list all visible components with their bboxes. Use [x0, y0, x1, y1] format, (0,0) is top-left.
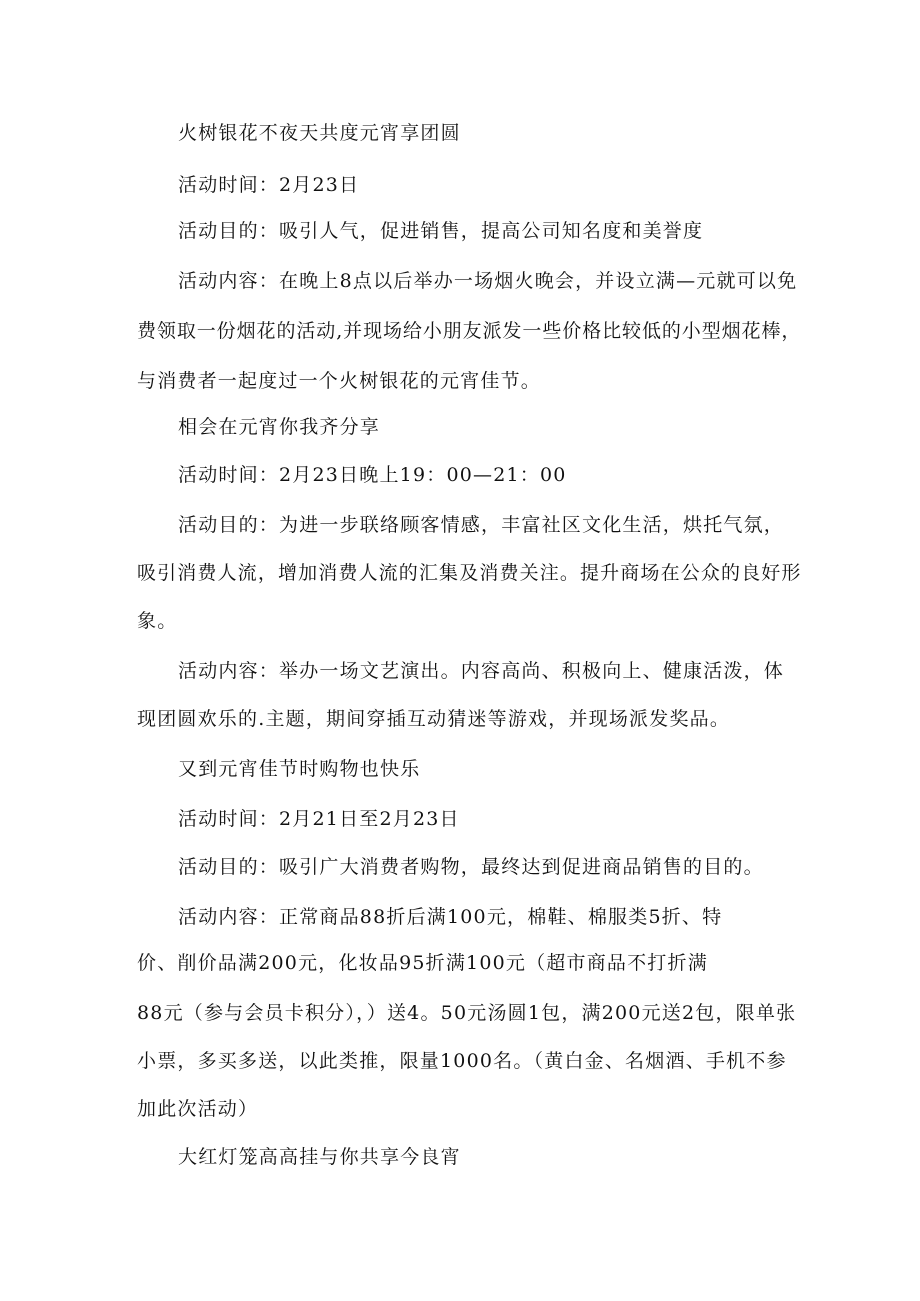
section-2-content-line: 活动内容：举办一场文艺演出。内容高尚、积极向上、健康活泼，体 — [178, 660, 785, 682]
section-3-title: 又到元宵佳节时购物也快乐 — [178, 758, 421, 780]
section-1-goal: 活动目的：吸引人气，促进销售，提高公司知名度和美誉度 — [178, 220, 704, 242]
section-3-content-line: 小票，多买多送，以此类推，限量1000名。（黄白金、名烟酒、手机不参 — [137, 1050, 787, 1072]
section-3-content-line: 88元（参与会员卡积分），）送4。50元汤圆1包，满200元送2包，限单张 — [137, 1002, 797, 1024]
section-1-content-line: 与消费者一起度过一个火树银花的元宵佳节。 — [137, 370, 542, 392]
section-3-content-line: 活动内容：正常商品88折后满100元，棉鞋、棉服类5折、特 — [178, 906, 723, 928]
section-1-content-line: 费领取一份烟花的活动,并现场给小朋友派发一些价格比较低的小型烟花棒， — [137, 320, 801, 342]
section-2-goal-line: 象。 — [137, 610, 178, 632]
section-1-title: 火树银花不夜天共度元宵享团圆 — [178, 122, 461, 144]
section-3-time: 活动时间：2月21日至2月23日 — [178, 808, 460, 830]
section-4-title: 大红灯笼高高挂与你共享今良宵 — [178, 1146, 461, 1168]
section-3-content-line: 加此次活动） — [137, 1098, 259, 1120]
section-3-goal: 活动目的：吸引广大消费者购物，最终达到促进商品销售的目的。 — [178, 856, 764, 878]
section-2-goal-line: 吸引消费人流，增加消费人流的汇集及消费关注。提升商场在公众的良好形 — [137, 562, 801, 584]
section-2-time: 活动时间：2月23日晚上19：00—21：00 — [178, 464, 567, 486]
section-2-content-line: 现团圆欢乐的.主题，期间穿插互动猜迷等游戏，并现场派发奖品。 — [137, 708, 731, 730]
section-2-title: 相会在元宵你我齐分享 — [178, 416, 381, 438]
section-2-goal-line: 活动目的：为进一步联络顾客情感，丰富社区文化生活，烘托气氛， — [178, 514, 785, 536]
section-3-content-line: 价、削价品满200元，化妆品95折满100元（超市商品不打折满 — [137, 952, 708, 974]
section-1-content-line: 活动内容：在晚上8点以后举办一场烟火晚会，并设立满—元就可以免 — [178, 270, 798, 292]
section-1-time: 活动时间：2月23日 — [178, 174, 360, 196]
